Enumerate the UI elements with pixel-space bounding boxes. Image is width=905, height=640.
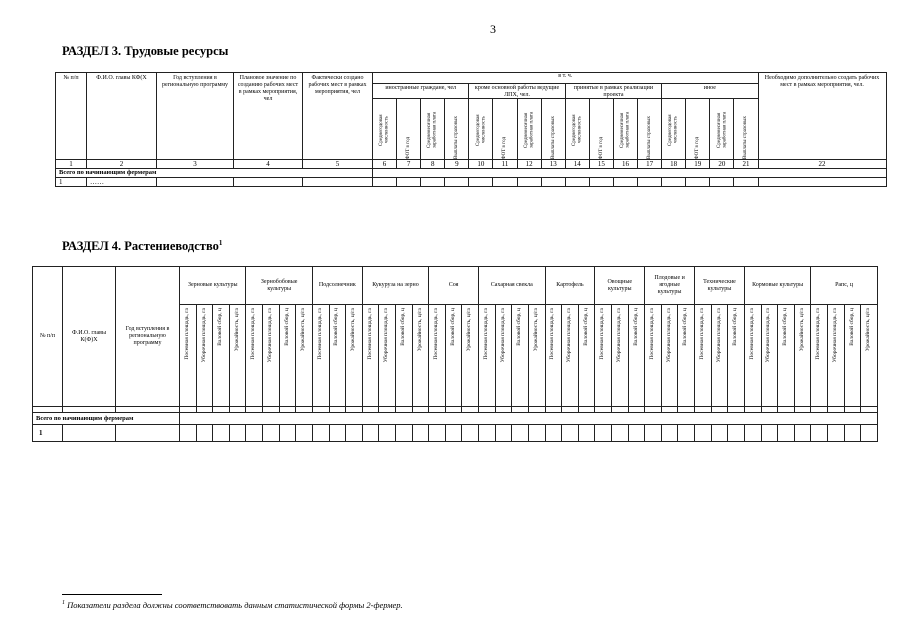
s4-subheader: Уборочная площадь, га [379, 305, 396, 407]
s4-row1-cell [611, 425, 628, 442]
s4-row1-cell [479, 425, 496, 442]
s4-subheader: Посевная площадь, га [429, 305, 446, 407]
s4-row1-cell [562, 425, 579, 442]
s3-row1-cell [303, 178, 373, 187]
s4-subheader: Посевная площадь, га [246, 305, 263, 407]
s4-row1-year [116, 425, 180, 442]
s3-row1-cell [517, 178, 541, 187]
s4-header-year: Год вступления в региональную программу [116, 267, 180, 407]
s4-row1-cell [711, 425, 728, 442]
s3-subheader: Среднегодовая численность [662, 99, 686, 159]
s4-crop-header: Овощные культуры [595, 267, 645, 305]
s4-subheader: Валовой сбор, ц [844, 305, 861, 407]
s3-row1-cell [469, 178, 493, 187]
s3-header-incl: в т. ч. [373, 73, 759, 84]
s4-row1-cell [263, 425, 280, 442]
s3-subheader: Среднемесячная заработная плата [421, 99, 445, 159]
s3-row1-num: 1 [56, 178, 87, 187]
s4-subheader: Урожайность, ц/га [229, 305, 246, 407]
s4-subheader: Посевная площадь, га [545, 305, 562, 407]
s4-subheader: Валовой сбор, ц [778, 305, 795, 407]
s4-crop-header: Картофель [545, 267, 595, 305]
s3-col-number: 17 [638, 160, 662, 169]
s3-subheader: Среднегодовая численность [373, 99, 397, 159]
s3-col-number: 9 [445, 160, 469, 169]
s3-row1-cell [565, 178, 589, 187]
s3-row1-cell [445, 178, 469, 187]
s4-crop-header: Зерновые культуры [180, 267, 246, 305]
s3-col-number: 15 [589, 160, 613, 169]
s4-subheader: Валовой сбор, ц [213, 305, 230, 407]
s4-subheader: Уборочная площадь, га [661, 305, 678, 407]
s3-col-number: 10 [469, 160, 493, 169]
s4-subheader: Посевная площадь, га [695, 305, 712, 407]
s4-subheader: Урожайность, ц/га [861, 305, 878, 407]
s3-col-number: 16 [613, 160, 637, 169]
s3-header-year: Год вступления в региональную программу [157, 73, 234, 160]
s4-row1-cell [429, 425, 446, 442]
section3-title: РАЗДЕЛ 3. Трудовые ресурсы [62, 44, 229, 58]
s3-row1-cell [421, 178, 445, 187]
s4-subheader: Посевная площадь, га [645, 305, 662, 407]
s4-row1-cell [495, 425, 512, 442]
s4-subheader: Урожайность, ц/га [296, 305, 313, 407]
s4-subheader: Уборочная площадь, га [711, 305, 728, 407]
s4-row1-cell [678, 425, 695, 442]
footnote: $^1$ Показатели раздела должны соответствовать данным статистической формы 2-фермер. [62, 600, 403, 610]
s4-crop-header: Подсолнечник [312, 267, 362, 305]
s4-row1-cell [528, 425, 545, 442]
s3-col-number: 21 [734, 160, 758, 169]
s3-header-num: № п/п [56, 73, 87, 160]
s4-crop-header: Рапс, ц [811, 267, 877, 305]
s4-subheader: Валовой сбор, ц [678, 305, 695, 407]
s3-row1-cell [373, 178, 397, 187]
s4-row1-cell [296, 425, 313, 442]
s4-row1-cell [196, 425, 213, 442]
s3-header-need: Необходимо дополнительно создать рабочих мест в рамках мероприятия, чел. [758, 73, 886, 160]
s4-header-num: № п/п [33, 267, 63, 407]
s4-row1-cell [180, 425, 197, 442]
page-number: 3 [490, 22, 496, 36]
s3-subheader: Среднегодовая численность [469, 99, 493, 159]
s3-col-number: 18 [662, 160, 686, 169]
s3-subheader: ФОТ в год [397, 99, 421, 159]
s3-row1-cell [686, 178, 710, 187]
s3-subheader: Среднемесячная заработная плата [614, 99, 638, 159]
s3-col-number: 14 [565, 160, 589, 169]
s4-subheader: Уборочная площадь, га [562, 305, 579, 407]
s3-row1-cell [662, 178, 686, 187]
s3-row1-cell [541, 178, 565, 187]
s4-row1-cell [811, 425, 828, 442]
s3-subheader: ФОТ в год [493, 99, 517, 159]
s3-row1-fio: …… [87, 178, 157, 187]
s3-header-fio: Ф.И.О. главы КФ(Х [87, 73, 157, 160]
s4-row1-cell [645, 425, 662, 442]
s3-col-number: 11 [493, 160, 517, 169]
s3-col-number: 22 [758, 160, 886, 169]
s3-subheader: ФОТ в год [686, 99, 710, 159]
s4-row1-cell [794, 425, 811, 442]
s4-row1-cell [412, 425, 429, 442]
s4-crop-header: Зернобобовые культуры [246, 267, 312, 305]
s4-subheader: Валовой сбор, ц [445, 305, 462, 407]
s4-subheader: Посевная площадь, га [595, 305, 612, 407]
section4-title: РАЗДЕЛ 4. Растениеводство$^1$ [62, 239, 223, 254]
s3-col-number: 20 [710, 160, 734, 169]
s3-group-besides: кроме основной работы ведущие ЛПХ, чел. Среднегодовая численность ФОТ в год Среднемесячная заработная плата Выплаты страховых [469, 84, 565, 160]
s4-header-fio: Ф.И.О. главы К(Ф)Х [63, 267, 116, 407]
s3-subheader: ФОТ в год [590, 99, 614, 159]
footnote-divider [62, 594, 162, 595]
s4-subheader: Посевная площадь, га [811, 305, 828, 407]
s3-subheader: Среднегодовая численность [566, 99, 590, 159]
s4-subheader: Валовой сбор, ц [512, 305, 529, 407]
s4-subheader: Урожайность, ц/га [412, 305, 429, 407]
s4-subheader: Валовой сбор, ц [728, 305, 745, 407]
s3-subheader: Выплаты страховых [646, 116, 652, 159]
s4-total-row-empty [180, 413, 878, 425]
s4-subheader: Урожайность, ц/га [794, 305, 811, 407]
s4-subheader: Уборочная площадь, га [827, 305, 844, 407]
s4-row1-cell [279, 425, 296, 442]
s4-row1-cell [312, 425, 329, 442]
s4-subheader: Урожайность, ц/га [462, 305, 479, 407]
s3-header-actual: Фактически создано рабочих мест в рамках мероприятия, чел [303, 73, 373, 160]
s4-row1-cell [761, 425, 778, 442]
s3-group-other: иное Среднегодовая численность ФОТ в год Среднемесячная заработная плата Выплаты страховых [662, 84, 758, 160]
s3-row1-cell [397, 178, 421, 187]
s4-subheader: Уборочная площадь, га [263, 305, 280, 407]
s4-subheader: Валовой сбор, ц [395, 305, 412, 407]
s4-row1-cell [545, 425, 562, 442]
s4-subheader: Урожайность, ц/га [528, 305, 545, 407]
s4-row1-cell [395, 425, 412, 442]
s3-row1-cell [710, 178, 734, 187]
s4-crop-header: Технические культуры [695, 267, 745, 305]
s4-subheader: Посевная площадь, га [362, 305, 379, 407]
s4-row1-cell [844, 425, 861, 442]
s3-row1-cell [734, 178, 758, 187]
section4-table [32, 266, 878, 442]
s4-subheader: Валовой сбор, ц [279, 305, 296, 407]
s4-row1-cell [728, 425, 745, 442]
s3-subheader: Выплаты страховых [454, 116, 460, 159]
s3-row1-cell [157, 178, 234, 187]
s4-row1-cell [628, 425, 645, 442]
s3-row1-cell [638, 178, 662, 187]
s4-row1-cell [578, 425, 595, 442]
s3-row1-cell [613, 178, 637, 187]
s4-crop-header: Плодовые и ягодные культуры [645, 267, 695, 305]
s3-subheader: Выплаты страховых [743, 116, 749, 159]
s4-crop-header: Кукуруза на зерно [362, 267, 428, 305]
s4-row1-cell [827, 425, 844, 442]
s3-total-row-empty [373, 169, 887, 178]
s4-row1-cell [346, 425, 363, 442]
s3-group-hired: принятые в рамках реализации проекта Среднегодовая численность ФОТ в год Среднемесячная заработная плата Выплаты страховых [565, 84, 661, 160]
s3-total-row-label: Всего по начинающим фермерам [56, 169, 373, 178]
s4-row1-cell [445, 425, 462, 442]
s4-row1-cell [229, 425, 246, 442]
s4-subheader: Посевная площадь, га [180, 305, 197, 407]
s3-col-number: 8 [421, 160, 445, 169]
s4-crop-header: Соя [429, 267, 479, 305]
s4-row1-cell [512, 425, 529, 442]
s3-subheader: Среднемесячная заработная плата [710, 99, 734, 159]
s4-subheader: Уборочная площадь, га [495, 305, 512, 407]
s4-total-row-label: Всего по начинающим фермерам [33, 413, 180, 425]
s4-crop-header: Кормовые культуры [744, 267, 810, 305]
section3-table [55, 72, 887, 187]
s3-col-number: 19 [686, 160, 710, 169]
s3-col-number: 13 [541, 160, 565, 169]
s4-row1-cell [744, 425, 761, 442]
s4-subheader: Уборочная площадь, га [761, 305, 778, 407]
s4-subheader: Посевная площадь, га [312, 305, 329, 407]
s3-row1-cell [589, 178, 613, 187]
s3-row1-cell [234, 178, 303, 187]
s4-row1-cell [213, 425, 230, 442]
s3-col-number: 7 [397, 160, 421, 169]
s3-col-number: 2 [87, 160, 157, 169]
s3-row1-cell [493, 178, 517, 187]
s4-row1-cell [362, 425, 379, 442]
s4-subheader: Уборочная площадь, га [196, 305, 213, 407]
s4-row1-cell [462, 425, 479, 442]
s4-subheader: Валовой сбор, ц [628, 305, 645, 407]
s4-row1-cell [246, 425, 263, 442]
s4-row1-num: 1 [33, 425, 63, 442]
s4-row1-cell [329, 425, 346, 442]
s3-col-number: 6 [373, 160, 397, 169]
s3-col-number: 12 [517, 160, 541, 169]
s4-row1-fio [63, 425, 116, 442]
s4-subheader: Валовой сбор, ц [578, 305, 595, 407]
s3-subheader: Среднемесячная заработная плата [518, 99, 542, 159]
s3-group-foreign: иностранные граждане, чел Среднегодовая численность ФОТ в год Среднемесячная заработная плата Выплаты страховых [373, 84, 469, 160]
s4-crop-header: Сахарная свекла [479, 267, 545, 305]
s4-row1-cell [778, 425, 795, 442]
s4-subheader: Валовой сбор, ц [329, 305, 346, 407]
s3-subheader: Выплаты страховых [550, 116, 556, 159]
s4-row1-cell [695, 425, 712, 442]
s3-col-number: 5 [303, 160, 373, 169]
s3-col-number: 1 [56, 160, 87, 169]
s4-row1-cell [661, 425, 678, 442]
s4-subheader: Урожайность, ц/га [346, 305, 363, 407]
s3-header-planned: Плановое значение по созданию рабочих мест в рамках мероприятия, чел [234, 73, 303, 160]
s4-row1-cell [595, 425, 612, 442]
s4-subheader: Уборочная площадь, га [611, 305, 628, 407]
s3-col-number: 4 [234, 160, 303, 169]
s4-row1-cell [379, 425, 396, 442]
s3-row1-cell [758, 178, 886, 187]
s4-row1-cell [861, 425, 878, 442]
s4-subheader: Посевная площадь, га [479, 305, 496, 407]
s4-subheader: Посевная площадь, га [744, 305, 761, 407]
s3-col-number: 3 [157, 160, 234, 169]
